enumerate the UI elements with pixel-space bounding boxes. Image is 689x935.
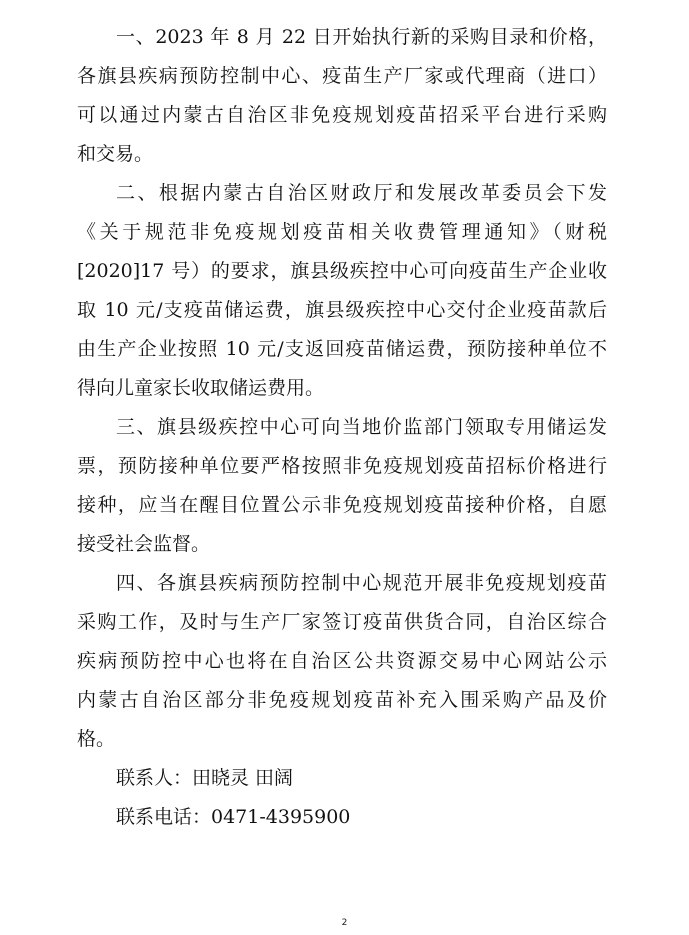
paragraph-3-line-2: 票，预防接种单位要严格按照非免疫规划疫苗招标价格进行	[77, 455, 607, 477]
paragraph-1-line-3: 可以通过内蒙古自治区非免疫规划疫苗招采平台进行采购	[77, 104, 607, 126]
paragraph-2-line-5: 由生产企业按照 10 元/支返回疫苗储运费，预防接种单位不	[77, 338, 607, 360]
paragraph-2-line-3: [2020]17 号）的要求，旗县级疾控中心可向疫苗生产企业收	[77, 260, 607, 282]
paragraph-3-line-3: 接种，应当在醒目位置公示非免疫规划疫苗接种价格，自愿	[77, 494, 607, 516]
paragraph-1-line-4: 和交易。	[77, 143, 154, 165]
paragraph-3-line-1: 三、旗县级疾控中心可向当地价监部门领取专用储运发	[116, 416, 607, 438]
paragraph-3-line-4: 接受社会监督。	[77, 533, 211, 555]
paragraph-4-line-3: 疾病预防控中心也将在自治区公共资源交易中心网站公示	[77, 650, 607, 672]
paragraph-4-line-5: 格。	[77, 728, 116, 750]
paragraph-4-line-2: 采购工作，及时与生产厂家签订疫苗供货合同，自治区综合	[77, 611, 607, 633]
paragraph-4-line-1: 四、各旗县疾病预防控制中心规范开展非免疫规划疫苗	[116, 572, 607, 594]
paragraph-4-line-4: 内蒙古自治区部分非免疫规划疫苗补充入围采购产品及价	[77, 689, 607, 711]
paragraph-1-line-1: 一、2023 年 8 月 22 日开始执行新的采购目录和价格，	[116, 26, 607, 48]
contact-phone: 联系电话：0471-4395900	[116, 806, 351, 828]
paragraph-2-line-2: 《关于规范非免疫规划疫苗相关收费管理通知》（财税	[77, 221, 607, 243]
paragraph-2-line-1: 二、根据内蒙古自治区财政厅和发展改革委员会下发	[116, 182, 607, 204]
contact-person: 联系人：田晓灵 田阔	[116, 767, 294, 789]
page-number: 2	[341, 918, 348, 928]
paragraph-2-line-4: 取 10 元/支疫苗储运费，旗县级疾控中心交付企业疫苗款后	[77, 299, 607, 321]
paragraph-2-line-6: 得向儿童家长收取储运费用。	[77, 377, 325, 399]
paragraph-1-line-2: 各旗县疾病预防控制中心、疫苗生产厂家或代理商（进口）	[77, 65, 607, 87]
